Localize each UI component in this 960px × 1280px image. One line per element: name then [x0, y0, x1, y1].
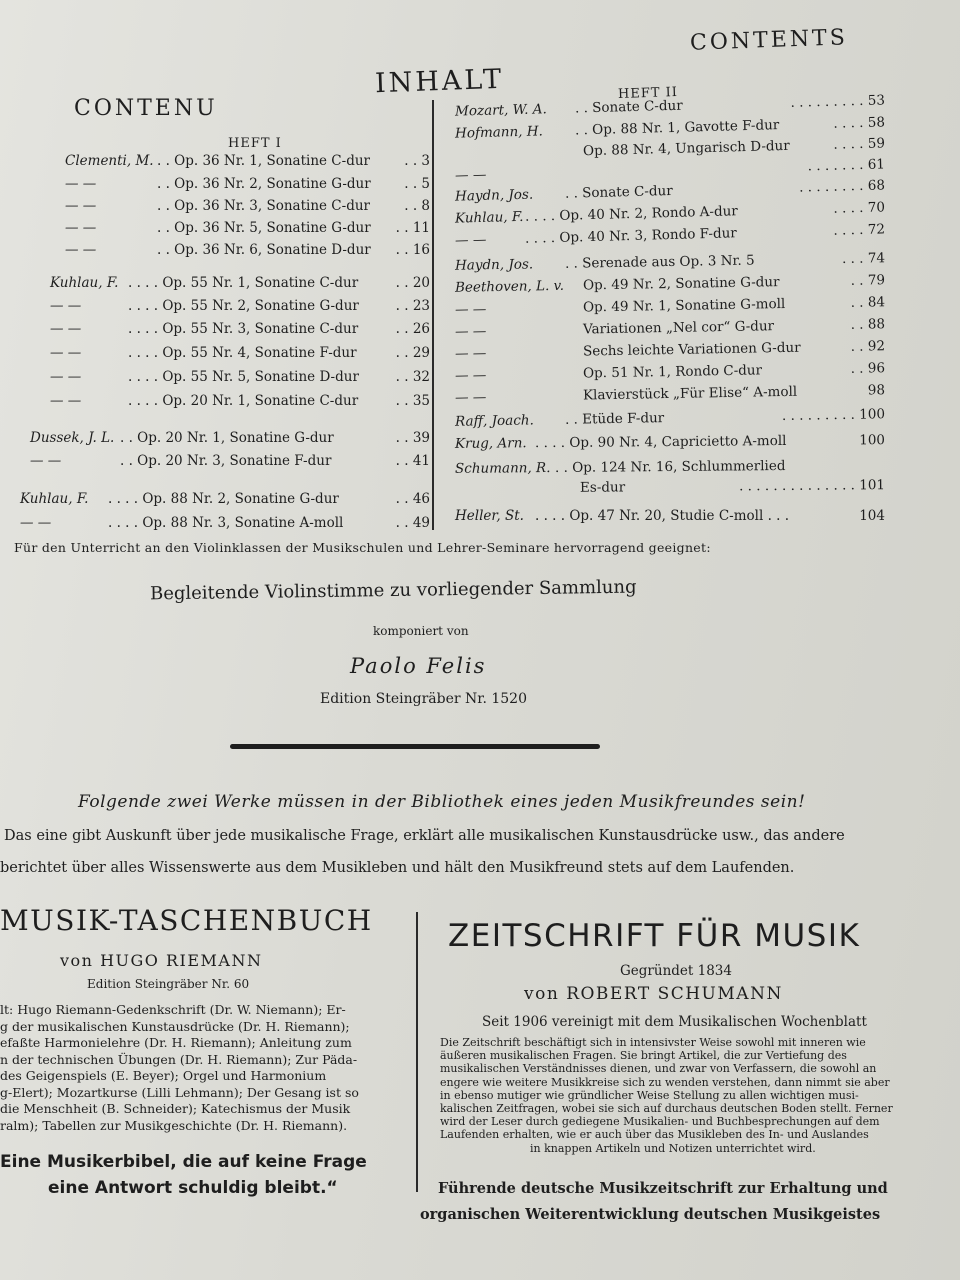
zeitschrift-founded: Gegründet 1834: [620, 963, 732, 979]
list-item: [65, 176, 430, 192]
violin-komponiert: komponiert von: [373, 624, 469, 638]
page-number: 98: [867, 382, 886, 399]
composer-name: — —: [50, 369, 82, 385]
work-title: . . Op. 36 Nr. 2, Sonatine G-dur: [157, 176, 371, 192]
page-number: . . . 74: [841, 250, 886, 267]
work-title: . . . . Op. 90 Nr. 4, Capricietto A-moll: [534, 432, 787, 452]
header-contenu: CONTENU: [74, 96, 218, 121]
taschenbuch-edition: Edition Steingräber Nr. 60: [87, 977, 250, 991]
work-title: Sechs leichte Variationen G-dur: [582, 339, 801, 360]
list-item: [65, 242, 430, 258]
composer-name: — —: [454, 166, 487, 184]
heft-2-label: HEFT II: [617, 84, 679, 103]
contents-line: g der musikalischen Kunstausdrücke (Dr. H. Riemann);: [0, 1018, 350, 1034]
page-number: . . 88: [850, 316, 886, 333]
page-number: . . 46: [395, 491, 430, 507]
page-number: 100: [859, 432, 886, 449]
list-item: [455, 316, 885, 340]
composer-name: — —: [50, 321, 82, 337]
contents-line: die Menschheit (B. Schneider); Katechismus der Musik: [0, 1101, 351, 1116]
page-number: . . . . 72: [833, 221, 886, 239]
page-number: . . 39: [395, 430, 430, 446]
work-title: Es-dur: [579, 479, 626, 496]
page-number: . . . . . . . . . 100: [781, 406, 886, 425]
composer-name: — —: [20, 515, 52, 531]
list-item: [455, 360, 885, 384]
composer-name: Dussek, J. L.: [30, 430, 115, 446]
composer-name: Clementi, M.: [65, 153, 154, 169]
paragraph-line: Laufenden erhalten, wie er auch über das Musikleben des In- und Auslandes: [440, 1128, 869, 1142]
list-item: [65, 220, 430, 236]
books-intro-1: Das eine gibt Auskunft über jede musikalische Frage, erklärt alle musikalischen Kunstausdrücke usw., das andere: [4, 828, 845, 844]
books-headline: Folgende zwei Werke müssen in der Bibliothek eines jeden Musikfreundes sein!: [78, 792, 806, 812]
composer-name: Krug, Arn.: [454, 435, 527, 452]
page-number: . . . . . . . 61: [807, 156, 886, 175]
list-item: [455, 272, 885, 296]
column-divider: [432, 100, 434, 530]
page-number: . . . . . . . . . 53: [790, 92, 886, 111]
page-number: . . 49: [395, 515, 430, 531]
taschenbuch-slogan-1: Eine Musikerbibel, die auf keine Frage: [0, 1152, 367, 1172]
composer-name: — —: [65, 176, 97, 192]
work-title: . . . . Op. 40 Nr. 2, Rondo A-dur: [524, 203, 738, 225]
composer-name: Heller, St.: [455, 508, 524, 524]
page-number: . . 41: [395, 453, 430, 469]
work-title: . . . . Op. 47 Nr. 20, Studie C-moll . . .: [535, 508, 790, 524]
divider-rule: [230, 744, 600, 749]
composer-name: Kuhlau, F.: [454, 208, 524, 227]
work-title: . . . . Op. 88 Nr. 2, Sonatine G-dur: [108, 491, 339, 507]
composer-name: Kuhlau, F.: [20, 491, 89, 507]
work-title: . . . . Op. 40 Nr. 3, Rondo F-dur: [524, 225, 737, 247]
work-title: . . . . Op. 88 Nr. 3, Sonatine A-moll: [108, 515, 344, 531]
page-number: 104: [859, 508, 885, 524]
list-item: [50, 275, 430, 291]
work-title: . . Serenade aus Op. 3 Nr. 5: [564, 252, 755, 272]
heft-1-label: HEFT I: [228, 136, 282, 151]
work-title: Variationen „Nel cor“ G-dur: [582, 318, 775, 338]
paragraph-line: Die Zeitschrift beschäftigt sich in intensivster Weise sowohl mit inneren wie: [440, 1036, 866, 1049]
list-item: [50, 393, 430, 409]
list-item: [20, 515, 430, 531]
page-number: . . 3: [404, 153, 430, 169]
list-item: [50, 345, 430, 361]
list-item: [455, 338, 885, 362]
composer-name: Haydn, Jos.: [454, 256, 534, 274]
page-number: . . . . . . . . 68: [798, 177, 886, 196]
violin-edition: Edition Steingräber Nr. 1520: [320, 691, 527, 707]
paragraph-line: kalischen Zeitfragen, wobei sie sich auf durchaus deutschen Boden stellt. Ferner: [440, 1102, 893, 1116]
list-item: [50, 321, 430, 337]
list-item: [50, 298, 430, 314]
contents-line: ralm); Tabellen zur Musikgeschichte (Dr. H. Riemann).: [0, 1117, 348, 1133]
violin-note: Für den Unterricht an den Violinklassen der Musikschulen und Lehrer-Seminare hervorragend geeignet:: [14, 540, 711, 555]
contents-line: g-Elert); Mozartkurse (Lilli Lehmann); Der Gesang ist so: [0, 1084, 359, 1100]
composer-name: — —: [454, 323, 487, 340]
work-title: . . Op. 20 Nr. 1, Sonatine G-dur: [120, 430, 334, 446]
zeitschrift-paragraph: [440, 1036, 945, 1155]
list-item: [20, 491, 430, 507]
list-item: [455, 250, 885, 274]
taschenbuch-slogan-2: eine Antwort schuldig bleibt.“: [48, 1178, 338, 1198]
header-contents: CONTENTS: [689, 25, 849, 56]
composer-name: — —: [454, 345, 487, 362]
zeitschrift-title: ZEITSCHRIFT FÜR MUSIK: [448, 918, 861, 954]
work-title: Op. 88 Nr. 4, Ungarisch D-dur: [582, 137, 790, 160]
composer-name: Mozart, W. A.: [454, 101, 547, 120]
work-title: Op. 51 Nr. 1, Rondo C-dur: [582, 362, 763, 382]
work-title: Op. 49 Nr. 1, Sonatine G-moll: [582, 295, 786, 316]
composer-name: Haydn, Jos.: [454, 186, 534, 205]
composer-name: Schumann, R.: [454, 460, 551, 477]
header-inhalt: INHALT: [374, 63, 505, 100]
work-title: Op. 49 Nr. 2, Sonatine G-dur: [582, 274, 780, 294]
composer-name: — —: [50, 345, 82, 361]
page-number: . . 84: [850, 294, 886, 311]
page-number: . . . . . . . . . . . . . . 101: [738, 477, 886, 495]
taschenbuch-title: MUSIK-TASCHENBUCH: [0, 904, 373, 937]
zeitschrift-merged: Seit 1906 vereinigt mit dem Musikalischen Wochenblatt: [482, 1014, 867, 1030]
list-item: [30, 453, 430, 469]
paragraph-line: engere wie weitere Musikkreise sich zu wenden verstehen, dann nimmt sie aber: [440, 1075, 890, 1089]
work-title: . . Op. 124 Nr. 16, Schlummerlied: [554, 457, 786, 477]
page-number: . . 35: [395, 393, 430, 409]
list-item: [455, 294, 885, 318]
work-title: . . Op. 36 Nr. 6, Sonatine D-dur: [157, 242, 371, 258]
violin-composer: Paolo Felis: [350, 654, 487, 678]
composer-name: — —: [454, 301, 487, 318]
page-number: . . 96: [850, 360, 886, 377]
composer-name: — —: [50, 393, 82, 409]
page-number: . . . . 59: [833, 135, 886, 153]
list-item: [455, 432, 885, 452]
composer-name: — —: [65, 242, 97, 258]
work-title: . . Op. 36 Nr. 1, Sonatine C-dur: [157, 153, 370, 169]
work-title: . . Sonate C-dur: [564, 182, 673, 202]
list-item: [455, 477, 885, 497]
violin-title: Begleitende Violinstimme zu vorliegender Sammlung: [149, 576, 637, 605]
page-number: . . 29: [395, 345, 430, 361]
composer-name: [455, 492, 580, 493]
zeitschrift-slogan-2: organischen Weiterentwicklung deutschen Musikgeistes: [420, 1206, 881, 1223]
composer-name: — —: [30, 453, 62, 469]
taschenbuch-author: von HUGO RIEMANN: [60, 951, 263, 970]
list-item: [455, 457, 885, 477]
composer-name: [455, 155, 583, 158]
composer-name: — —: [50, 298, 82, 314]
work-title: . . . . Op. 55 Nr. 5, Sonatine D-dur: [128, 369, 359, 385]
page-number: . . 26: [395, 321, 430, 337]
composer-name: — —: [65, 198, 97, 214]
page-number: . . 16: [395, 242, 430, 258]
work-title: . . Op. 88 Nr. 1, Gavotte F-dur: [574, 117, 780, 139]
work-title: . . Op. 36 Nr. 3, Sonatine C-dur: [157, 198, 370, 214]
paragraph-line: wird der Leser durch gediegene Musikalien- und Buchbesprechungen auf dem: [440, 1115, 880, 1129]
work-title: . . . . Op. 55 Nr. 4, Sonatine F-dur: [128, 345, 357, 361]
paragraph-line: musikalischen Verständnisses dienen, und zwar von Verfassern, die sowohl an: [440, 1062, 877, 1076]
composer-name: Beethoven, L. v.: [454, 277, 565, 296]
paragraph-line: in ebenso mutiger wie gründlicher Weise Stellung zu allen wichtigen musi-: [440, 1088, 859, 1102]
page-number: . . 23: [395, 298, 430, 314]
list-item: [65, 198, 430, 214]
page-number: . . 32: [395, 369, 430, 385]
work-title: . . . . Op. 20 Nr. 1, Sonatine C-dur: [128, 393, 359, 409]
contents-line: des Geigenspiels (E. Beyer); Orgel und Harmonium: [0, 1068, 327, 1083]
zeitschrift-author: von ROBERT SCHUMANN: [524, 984, 783, 1004]
composer-name: Raff, Joach.: [454, 412, 534, 430]
work-title: . . Etüde F-dur: [564, 410, 665, 428]
list-item: [455, 406, 885, 430]
contents-line: efaßte Harmonielehre (Dr. H. Riemann); Anleitung zum: [0, 1035, 352, 1050]
contents-line: n der technischen Übungen (Dr. H. Riemann); Zur Päda-: [0, 1051, 358, 1067]
page-number: . . . . 70: [833, 199, 886, 217]
list-item: [30, 430, 430, 446]
page-number: . . 11: [395, 220, 430, 236]
list-item: [50, 369, 430, 385]
contents-line: lt: Hugo Riemann-Gedenkschrift (Dr. W. Niemann); Er-: [0, 1002, 346, 1017]
page-number: . . 5: [404, 176, 430, 192]
list-item: [455, 221, 885, 248]
page-number: . . 8: [404, 198, 430, 214]
work-title: . . . . Op. 55 Nr. 3, Sonatine C-dur: [128, 321, 359, 337]
paragraph-line: äußeren musikalischen Fragen. Sie bringt Artikel, die zur Vertiefung des: [440, 1049, 847, 1063]
page-number: . . 20: [395, 275, 430, 291]
page-number: . . 92: [850, 338, 886, 355]
composer-name: — —: [454, 367, 487, 384]
work-title: Klavierstück „Für Elise“ A-moll: [582, 383, 798, 404]
page-number: . . . . 58: [833, 114, 886, 132]
work-title: . . Op. 36 Nr. 5, Sonatine G-dur: [157, 220, 371, 236]
list-item: [455, 382, 885, 406]
list-item: [65, 153, 430, 169]
work-title: . . Op. 20 Nr. 3, Sonatine F-dur: [120, 453, 332, 469]
composer-name: Hofmann, H.: [454, 123, 544, 142]
composer-name: — —: [454, 389, 487, 406]
work-title: . . . . Op. 55 Nr. 1, Sonatine C-dur: [128, 275, 359, 291]
list-item: [455, 508, 885, 524]
composer-name: — —: [65, 220, 97, 236]
books-intro-2: berichtet über alles Wissenswerte aus dem Musikleben und hält den Musikfreund stets auf dem Laufenden.: [0, 860, 795, 876]
composer-name: Kuhlau, F.: [50, 275, 119, 291]
books-divider: [416, 912, 418, 1192]
zeitschrift-slogan-1: Führende deutsche Musikzeitschrift zur Erhaltung und: [438, 1180, 888, 1197]
composer-name: — —: [454, 231, 487, 249]
taschenbuch-contents: [0, 1002, 404, 1134]
work-title: . . . . Op. 55 Nr. 2, Sonatine G-dur: [128, 298, 359, 314]
work-title: . . Sonate C-dur: [574, 97, 683, 117]
page-number: . . 79: [850, 272, 886, 289]
paragraph-line: in knappen Artikeln und Notizen unterrichtet wird.: [530, 1141, 816, 1155]
